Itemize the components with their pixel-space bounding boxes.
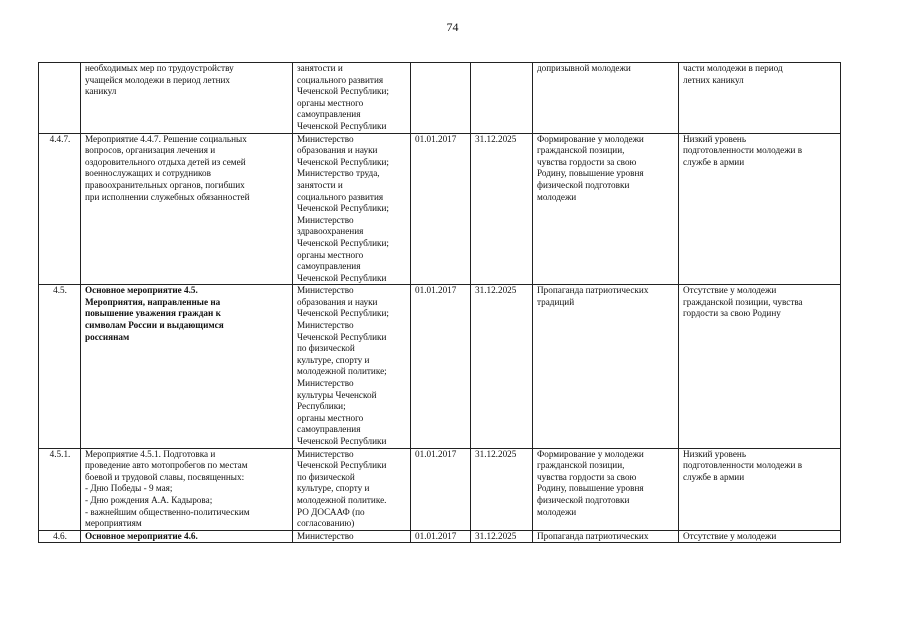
measures-table (38, 62, 841, 543)
table-row (39, 133, 841, 285)
cell-text-line: молодежной политике. (297, 494, 387, 505)
end-date-cell (471, 63, 533, 134)
cell-text-line: Чеченской Республики; (297, 86, 389, 97)
cell-text-line: согласованию) (297, 518, 355, 529)
expected-result-cell (533, 285, 679, 448)
cell-text-line: гордости за свою Родину (683, 308, 781, 319)
cell-text-line: культуре, спорту и (297, 354, 370, 365)
cell-text-line: Чеченской Республики (297, 120, 387, 131)
expected-result-cell (533, 63, 679, 134)
cell-text-line: традиций (537, 296, 575, 307)
cell-text-line: органы местного (297, 249, 364, 260)
cell-text-line: гражданской позиции, (537, 145, 625, 156)
cell-text-line: части молодежи в период (683, 63, 783, 73)
end-date-cell (471, 285, 533, 448)
cell-text: 01.01.2017 (415, 133, 457, 144)
cell-text-line: вопросов, организация лечения и (85, 145, 216, 156)
cell-text-line: Министерство (297, 378, 354, 389)
cell-text-line: россиянам (85, 331, 130, 342)
cell-text-line: - Дню рождения А.А. Кадырова; (85, 494, 213, 505)
cell-text-line: Отсутствие у молодежи (683, 530, 777, 541)
cell-text: 4.5. (53, 285, 67, 296)
cell-text-line: Основное мероприятие 4.5. (85, 285, 198, 296)
cell-text-line: Чеченской Республики; (297, 203, 389, 214)
cell-text-line: - Дню Победы - 9 мая; (85, 483, 173, 494)
start-date-cell (411, 448, 471, 530)
cell-text: 4.4.7. (49, 133, 71, 144)
cell-text: 31.12.2025 (475, 530, 517, 541)
table-body (39, 63, 841, 543)
cell-text-line: Чеченской Республики (297, 436, 387, 446)
cell-text-line: Низкий уровень (683, 448, 747, 459)
cell-text-line: Формирование у молодежи (537, 133, 644, 144)
cell-text-line: чувства гордости за свою (537, 471, 637, 482)
cell-text-line: каникул (85, 86, 117, 97)
expected-result-cell (533, 133, 679, 285)
start-date-cell (411, 133, 471, 285)
cell-text-line: Министерство (297, 285, 354, 296)
measure-name-cell (81, 133, 293, 285)
cell-text-line: здравоохранения (297, 226, 364, 237)
cell-text-line: Низкий уровень (683, 133, 747, 144)
cell-text-line: Министерство (297, 214, 354, 225)
cell-text-line: - важнейшим общественно-политическим (85, 506, 250, 517)
cell-text-line: Министерство (297, 530, 354, 541)
cell-text-line: боевой и трудовой славы, посвященных: (85, 471, 245, 482)
executor-cell (293, 63, 411, 134)
cell-text-line: социального развития (297, 74, 384, 85)
cell-text-line: Чеченской Республики; (297, 237, 389, 248)
cell-text-line: подготовленности молодежи в (683, 145, 803, 156)
cell-text-line: Чеченской Республики (297, 331, 387, 342)
end-date-cell (471, 133, 533, 285)
cell-text-line: Основное мероприятие 4.6. (85, 530, 198, 541)
cell-text-line: органы местного (297, 97, 364, 108)
cell-text-line: допризывной молодежи (537, 63, 631, 73)
end-date-cell (471, 448, 533, 530)
table-row (39, 530, 841, 543)
cell-text-line: службе в армии (683, 156, 745, 167)
cell-text-line: Чеченской Республики (297, 460, 387, 471)
row-number-cell (39, 133, 81, 285)
cell-text-line: Мероприятие 4.5.1. Подготовка и (85, 448, 216, 459)
cell-text-line: Мероприятие 4.4.7. Решение социальных (85, 133, 247, 144)
cell-text-line: Мероприятия, направленные на (85, 296, 221, 307)
row-number-cell (39, 530, 81, 543)
measure-name-cell (81, 285, 293, 448)
cell-text-line: Родину, повышение уровня (537, 483, 644, 494)
start-date-cell (411, 285, 471, 448)
executor-cell (293, 448, 411, 530)
risk-cell (679, 530, 841, 543)
cell-text: 31.12.2025 (475, 448, 517, 459)
cell-text-line: физической подготовки (537, 179, 630, 190)
start-date-cell (411, 63, 471, 134)
start-date-cell (411, 530, 471, 543)
row-number-cell (39, 285, 81, 448)
risk-cell (679, 448, 841, 530)
cell-text-line: культуры Чеченской (297, 389, 377, 400)
cell-text-line: молодежи (537, 191, 577, 202)
page-number: 74 (446, 20, 459, 34)
cell-text-line: оздоровительного отдыха детей из семей (85, 156, 246, 167)
cell-text-line: образования и науки (297, 145, 378, 156)
table-row (39, 448, 841, 530)
cell-text-line: учащейся молодежи в период летних (85, 74, 231, 85)
cell-text-line: символам России и выдающимся (85, 320, 224, 331)
cell-text-line: Министерство (297, 133, 354, 144)
cell-text-line: Министерство (297, 320, 354, 331)
risk-cell (679, 63, 841, 134)
cell-text: 31.12.2025 (475, 285, 517, 296)
cell-text-line: по физической (297, 471, 355, 482)
risk-cell (679, 285, 841, 448)
cell-text-line: Чеченской Республики; (297, 156, 389, 167)
cell-text-line: молодежной политике; (297, 366, 387, 377)
cell-text-line: необходимых мер по трудоустройству (85, 63, 234, 73)
cell-text-line: службе в армии (683, 471, 745, 482)
executor-cell (293, 285, 411, 448)
cell-text-line: Республики; (297, 401, 346, 412)
cell-text-line: гражданской позиции, чувства (683, 296, 803, 307)
cell-text-line: самоуправления (297, 109, 361, 120)
table-row (39, 63, 841, 134)
cell-text-line: Чеченской Республики (297, 272, 387, 283)
executor-cell (293, 530, 411, 543)
cell-text-line: культуре, спорту и (297, 483, 370, 494)
cell-text-line: Министерство труда, (297, 168, 380, 179)
cell-text-line: повышение уважения граждан к (85, 308, 221, 319)
cell-text: 4.6. (53, 530, 67, 541)
cell-text-line: социального развития (297, 191, 384, 202)
end-date-cell (471, 530, 533, 543)
cell-text-line: самоуправления (297, 424, 361, 435)
cell-text-line: занятости и (297, 63, 343, 73)
cell-text-line: органы местного (297, 412, 364, 423)
cell-text-line: по физической (297, 343, 355, 354)
row-number-cell (39, 448, 81, 530)
cell-text-line: Отсутствие у молодежи (683, 285, 777, 296)
cell-text-line: мероприятиям (85, 518, 142, 529)
row-number-cell (39, 63, 81, 134)
cell-text-line: самоуправления (297, 261, 361, 272)
cell-text: 01.01.2017 (415, 285, 457, 296)
cell-text-line: молодежи (537, 506, 577, 517)
cell-text-line: летних каникул (683, 74, 744, 85)
executor-cell (293, 133, 411, 285)
cell-text-line: Министерство (297, 448, 354, 459)
measure-name-cell (81, 448, 293, 530)
cell-text-line: гражданской позиции, (537, 460, 625, 471)
expected-result-cell (533, 448, 679, 530)
cell-text-line: занятости и (297, 179, 343, 190)
cell-text: 01.01.2017 (415, 448, 457, 459)
cell-text-line: Родину, повышение уровня (537, 168, 644, 179)
expected-result-cell (533, 530, 679, 543)
cell-text: 4.5.1. (49, 448, 71, 459)
risk-cell (679, 133, 841, 285)
cell-text-line: военнослужащих и сотрудников (85, 168, 211, 179)
cell-text-line: проведение авто мотопробегов по местам (85, 460, 248, 471)
cell-text-line: Пропаганда патриотических (537, 530, 649, 541)
cell-text-line: Формирование у молодежи (537, 448, 644, 459)
cell-text-line: РО ДОСААФ (по (297, 506, 365, 517)
measure-name-cell (81, 63, 293, 134)
cell-text-line: при исполнении служебных обязанностей (85, 191, 250, 202)
cell-text-line: чувства гордости за свою (537, 156, 637, 167)
cell-text-line: образования и науки (297, 296, 378, 307)
measure-name-cell (81, 530, 293, 543)
cell-text-line: подготовленности молодежи в (683, 460, 803, 471)
cell-text-line: Пропаганда патриотических (537, 285, 649, 296)
cell-text-line: физической подготовки (537, 494, 630, 505)
cell-text: 31.12.2025 (475, 133, 517, 144)
cell-text-line: Чеченской Республики; (297, 308, 389, 319)
cell-text-line: правоохранительных органов, погибших (85, 179, 245, 190)
table-row (39, 285, 841, 448)
cell-text: 01.01.2017 (415, 530, 457, 541)
